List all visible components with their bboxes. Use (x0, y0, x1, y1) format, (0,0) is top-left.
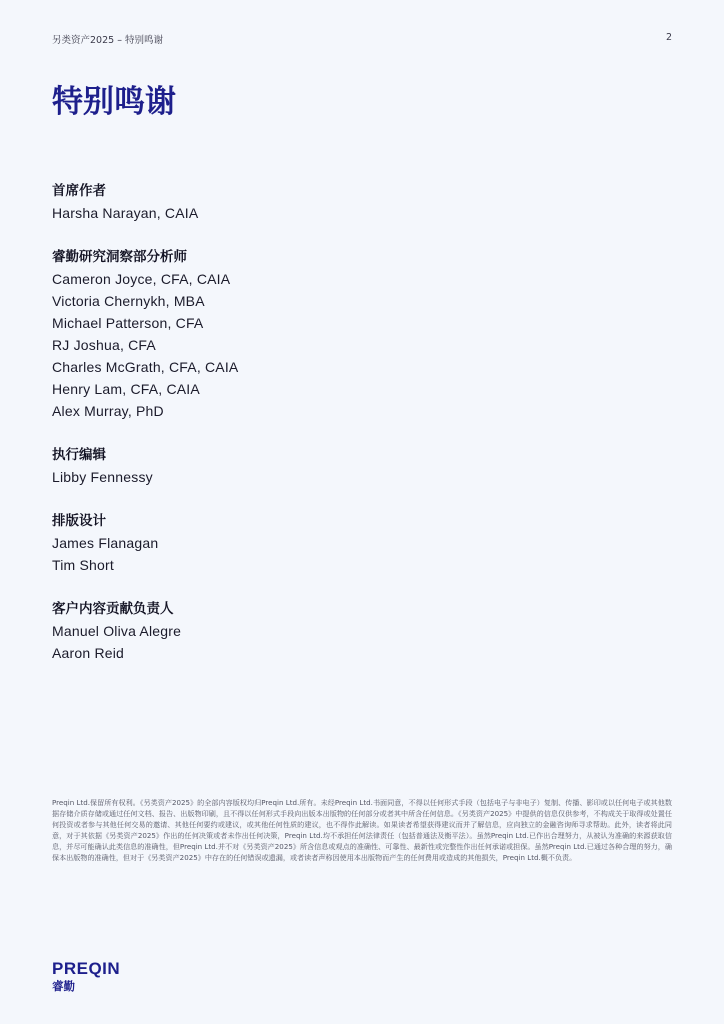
page-title: 特别鸣谢 (52, 84, 176, 120)
credit-section (52, 180, 652, 224)
contributor-name: Aaron Reid (52, 645, 125, 661)
section-heading: 排版设计 (52, 513, 106, 529)
contributor-name: Tim Short (52, 557, 114, 573)
credit-section (52, 510, 652, 576)
header-title: 另类资产2025 – 特别鸣谢 (52, 35, 163, 46)
credits-list (52, 180, 652, 686)
credit-section (52, 444, 652, 488)
contributor-name: Alex Murray, PhD (52, 403, 164, 419)
contributor-name: Manuel Oliva Alegre (52, 623, 182, 639)
section-heading: 执行编辑 (52, 447, 106, 463)
credit-section (52, 246, 652, 422)
contributor-name: Libby Fennessy (52, 469, 153, 485)
page-header (52, 32, 672, 46)
credit-section (52, 598, 652, 664)
contributor-name: Charles McGrath, CFA, CAIA (52, 359, 239, 375)
contributor-name: Cameron Joyce, CFA, CAIA (52, 271, 231, 287)
contributor-name: Harsha Narayan, CAIA (52, 205, 199, 221)
contributor-name: James Flanagan (52, 535, 159, 551)
copyright-disclaimer: Preqin Ltd.保留所有权利。《另类资产2025》的全部内容版权均归Preqin Ltd.所有。未经Preqin Ltd.书面同意，不得以任何形式手段（包括电子与非电子）复制、传播、影印或以任何电子或其他数据存储介质存储或通过任何文档、报告、出版物印刷，且不得以任何形式手段向出版本出版物的任何部分或者其中所含任何信息。《另类资产2025》中提供的信息仅供参考，不构成关于取得或处置任何投资或者参与其他任何交易的邀请、其他任何要约或建议，或其他任何性质的建议，也不得作此解读。如果读者希望获得建议而并了解信息，应向独立的金融咨询师寻求帮助。此外，读者将此同意，对于其依据《另类资产2025》作出的任何决策或者未作出任何决策，Preqin Ltd.均不承担任何法律责任（包括普通法及衡平法）。虽然Preqin Ltd.已作出合理努力，从被认为准确的来源获取信息，并尽可能确认此类信息的准确性，但Preqin Ltd.并不对《另类资产2025》所含信息或观点的准确性、可靠性、最新性或完整性作出任何承诺或担保。虽然Preqin Ltd.已通过各种合理的努力，确保本出版物的准确性，但对于《另类资产2025》中存在的任何错误或遗漏，或者读者声称因使用本出版物而产生的任何费用或造成的其他损失，Preqin Ltd.概不负责。 (52, 798, 672, 863)
contributor-name: RJ Joshua, CFA (52, 337, 156, 353)
contributor-name: Victoria Chernykh, MBA (52, 293, 205, 309)
section-heading: 睿勤研究洞察部分析师 (52, 249, 187, 265)
contributor-name: Michael Patterson, CFA (52, 315, 204, 331)
logo-chinese-name: 睿勤 (52, 979, 75, 993)
section-heading: 首席作者 (52, 183, 106, 199)
section-heading: 客户内容贡献负责人 (52, 601, 174, 617)
preqin-logo (52, 960, 120, 994)
contributor-name: Henry Lam, CFA, CAIA (52, 381, 200, 397)
page-number: 2 (665, 32, 672, 43)
logo-wordmark: PREQIN (52, 959, 121, 978)
